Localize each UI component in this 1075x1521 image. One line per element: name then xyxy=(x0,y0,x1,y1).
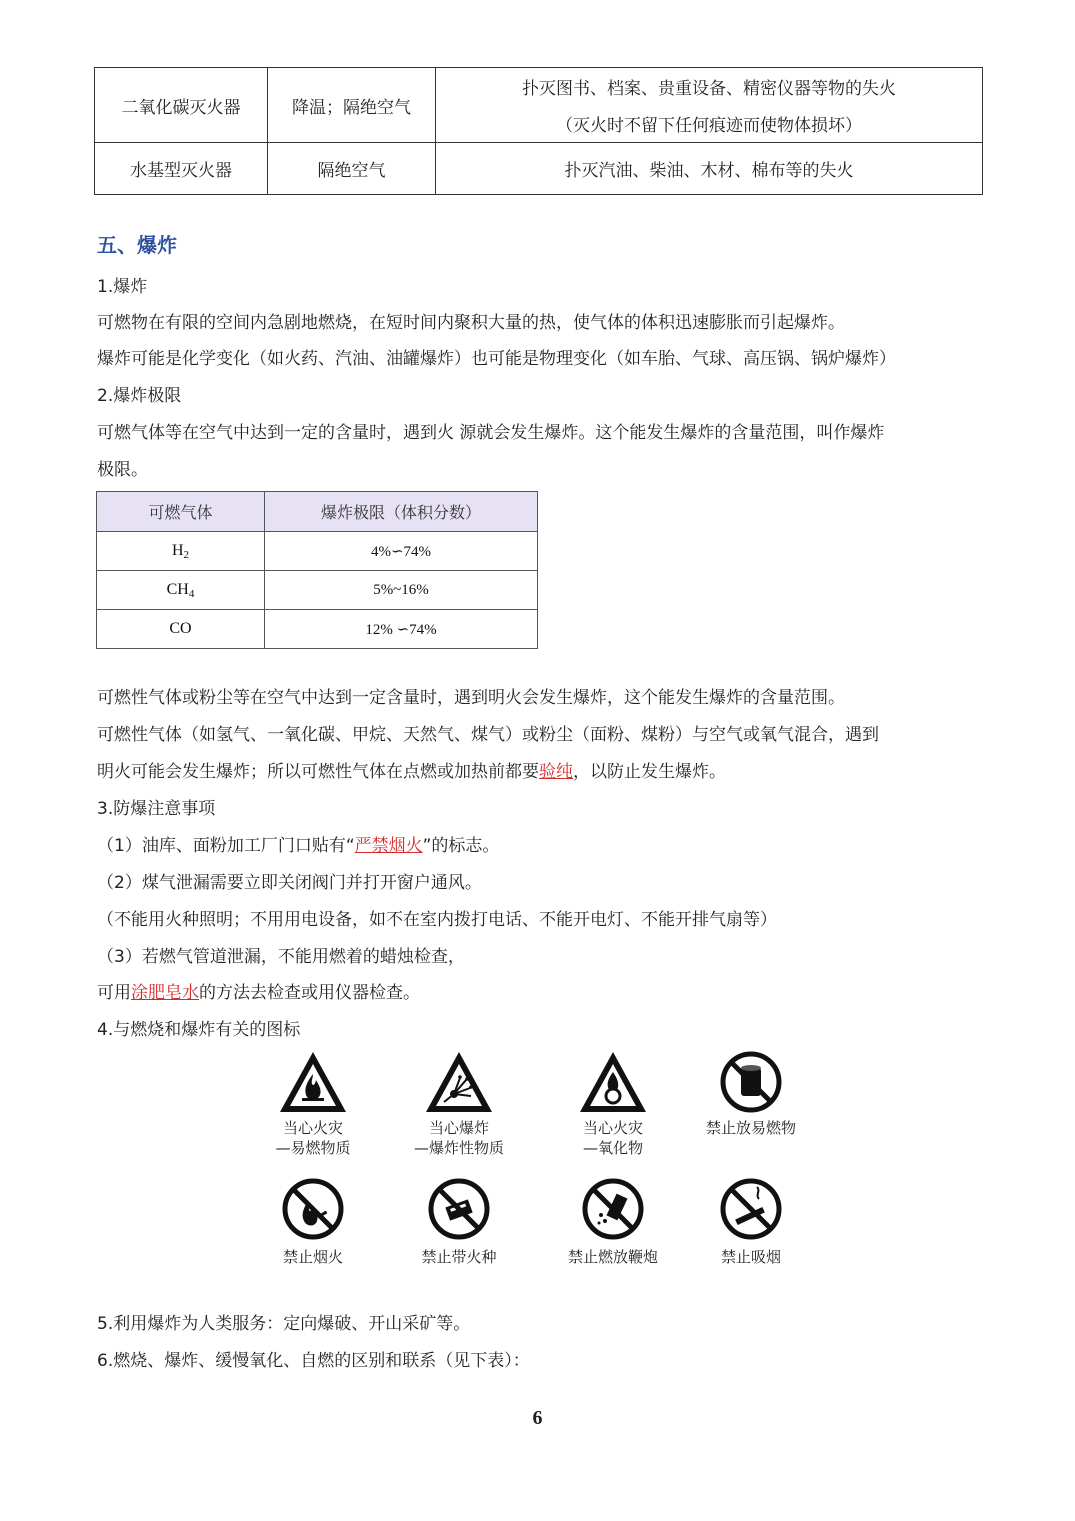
gas-name: CO xyxy=(97,610,265,649)
no-smoking-icon xyxy=(719,1177,783,1241)
no-flammables-icon xyxy=(719,1050,783,1114)
sign-no-fire-source xyxy=(394,1177,524,1267)
sign-explosion-warning xyxy=(394,1050,524,1158)
page-number: 6 xyxy=(532,1407,543,1429)
table-row xyxy=(95,68,983,143)
subsection-6: 6.燃烧、爆炸、缓慢氧化、自燃的区别和联系（见下表）： xyxy=(97,1351,530,1371)
list-item: （1）油库、面粉加工厂门口贴有“严禁烟火”的标志。 xyxy=(97,836,500,856)
paragraph: 极限。 xyxy=(97,460,148,480)
sign-no-firecrackers xyxy=(548,1177,678,1267)
subsection-4-title: 4.与燃烧和爆炸有关的图标 xyxy=(97,1020,301,1040)
table-row xyxy=(95,143,983,195)
paragraph: 爆炸可能是化学变化（如火药、汽油、油罐爆炸）也可能是物理变化（如车胎、气球、高压锅、锅炉爆炸） xyxy=(97,349,896,369)
extinguisher-use: 扑灭汽油、柴油、木材、棉布等的失火 xyxy=(436,143,983,195)
table-header-row xyxy=(97,492,538,532)
paragraph: 明火可能会发生爆炸；所以可燃性气体在点燃或加热前都要验纯，以防止发生爆炸。 xyxy=(97,762,726,782)
use-line-2: （灭火时不留下任何痕迹而使物体损坏） xyxy=(556,116,862,136)
sign-flame-warning xyxy=(248,1050,378,1158)
sign-no-flammables xyxy=(686,1050,816,1138)
list-item: （2）煤气泄漏需要立即关闭阀门并打开窗户通风。 xyxy=(97,873,482,893)
sign-caption-line1: 当心火灾 xyxy=(582,1119,643,1137)
sign-caption-line2: —氧化物 xyxy=(582,1139,643,1157)
flame-warning-icon xyxy=(278,1050,348,1114)
header-gas: 可燃气体 xyxy=(97,492,265,532)
table-row xyxy=(97,610,538,649)
extinguisher-principle: 隔绝空气 xyxy=(268,143,436,195)
no-firecrackers-icon xyxy=(581,1177,645,1241)
gas-name: $CH_4$ xyxy=(97,571,265,610)
highlight-text: 验纯 xyxy=(539,762,573,782)
extinguisher-table xyxy=(94,67,983,195)
extinguisher-principle: 降温；隔绝空气 xyxy=(268,68,436,143)
explosion-warning-icon xyxy=(424,1050,494,1114)
sign-caption-line2: —易燃物质 xyxy=(275,1139,351,1157)
sign-caption: 禁止燃放鞭炮 xyxy=(567,1248,658,1266)
paragraph: 可燃性气体或粉尘等在空气中达到一定含量时，遇到明火会发生爆炸，这个能发生爆炸的含量范围。 xyxy=(97,688,845,708)
table-row xyxy=(97,571,538,610)
sign-no-smoking xyxy=(686,1177,816,1267)
gas-name: $H_2$ xyxy=(97,532,265,571)
sign-caption: 禁止带火种 xyxy=(421,1248,497,1266)
no-fire-source-icon xyxy=(427,1177,491,1241)
sign-caption-line1: 禁止放易燃物 xyxy=(705,1119,796,1137)
highlight-text: 严禁烟火 xyxy=(354,836,423,856)
sign-oxidizer-warning xyxy=(548,1050,678,1158)
section-title: 五、爆炸 xyxy=(97,233,177,257)
sign-caption-line1: 当心火灾 xyxy=(282,1119,343,1137)
highlight-text: 涂肥皂水 xyxy=(131,983,199,1003)
sign-caption: 禁止吸烟 xyxy=(720,1248,781,1266)
extinguisher-type: 水基型灭火器 xyxy=(95,143,268,195)
explosion-limits-table xyxy=(96,491,538,649)
sign-caption: 禁止烟火 xyxy=(282,1248,343,1266)
paragraph: 可燃物在有限的空间内急剧地燃烧，在短时间内聚积大量的热，使气体的体积迅速膨胀而引起爆炸。 xyxy=(97,313,845,333)
sign-caption-line1: 当心爆炸 xyxy=(428,1119,489,1137)
list-item: 可用涂肥皂水的方法去检查或用仪器检查。 xyxy=(97,983,420,1003)
oxidizer-warning-icon xyxy=(578,1050,648,1114)
subsection-2-title: 2.爆炸极限 xyxy=(97,386,182,406)
header-limit: 爆炸极限（体积分数） xyxy=(265,492,538,532)
subsection-3-title: 3.防爆注意事项 xyxy=(97,799,216,819)
paragraph: 可燃气体等在空气中达到一定的含量时，遇到火 源就会发生爆炸。这个能发生爆炸的含量范围，叫作爆炸 xyxy=(97,423,885,443)
sign-no-open-flame xyxy=(248,1177,378,1267)
no-open-flame-icon xyxy=(281,1177,345,1241)
subsection-5: 5.利用爆炸为人类服务：定向爆破、开山采矿等。 xyxy=(97,1314,471,1334)
list-item: （3）若燃气管道泄漏，不能用燃着的蜡烛检查， xyxy=(97,947,465,967)
table-row xyxy=(97,532,538,571)
gas-limit: 4%∽74% xyxy=(265,532,538,571)
subsection-1-title: 1.爆炸 xyxy=(97,277,148,297)
extinguisher-type: 二氧化碳灭火器 xyxy=(95,68,268,143)
gas-limit: 12% ∽74% xyxy=(265,610,538,649)
use-line-1: 扑灭图书、档案、贵重设备、精密仪器等物的失火 xyxy=(522,79,896,99)
sign-caption-line2: —爆炸性物质 xyxy=(413,1139,504,1157)
paragraph: 可燃性气体（如氢气、一氧化碳、甲烷、天然气、煤气）或粉尘（面粉、煤粉）与空气或氧气混合，遇到 xyxy=(97,725,879,745)
list-item-note: （不能用火种照明；不用用电设备，如不在室内拨打电话、不能开电灯、不能开排气扇等） xyxy=(97,910,777,930)
extinguisher-use xyxy=(436,68,983,143)
gas-limit: 5%~16% xyxy=(265,571,538,610)
